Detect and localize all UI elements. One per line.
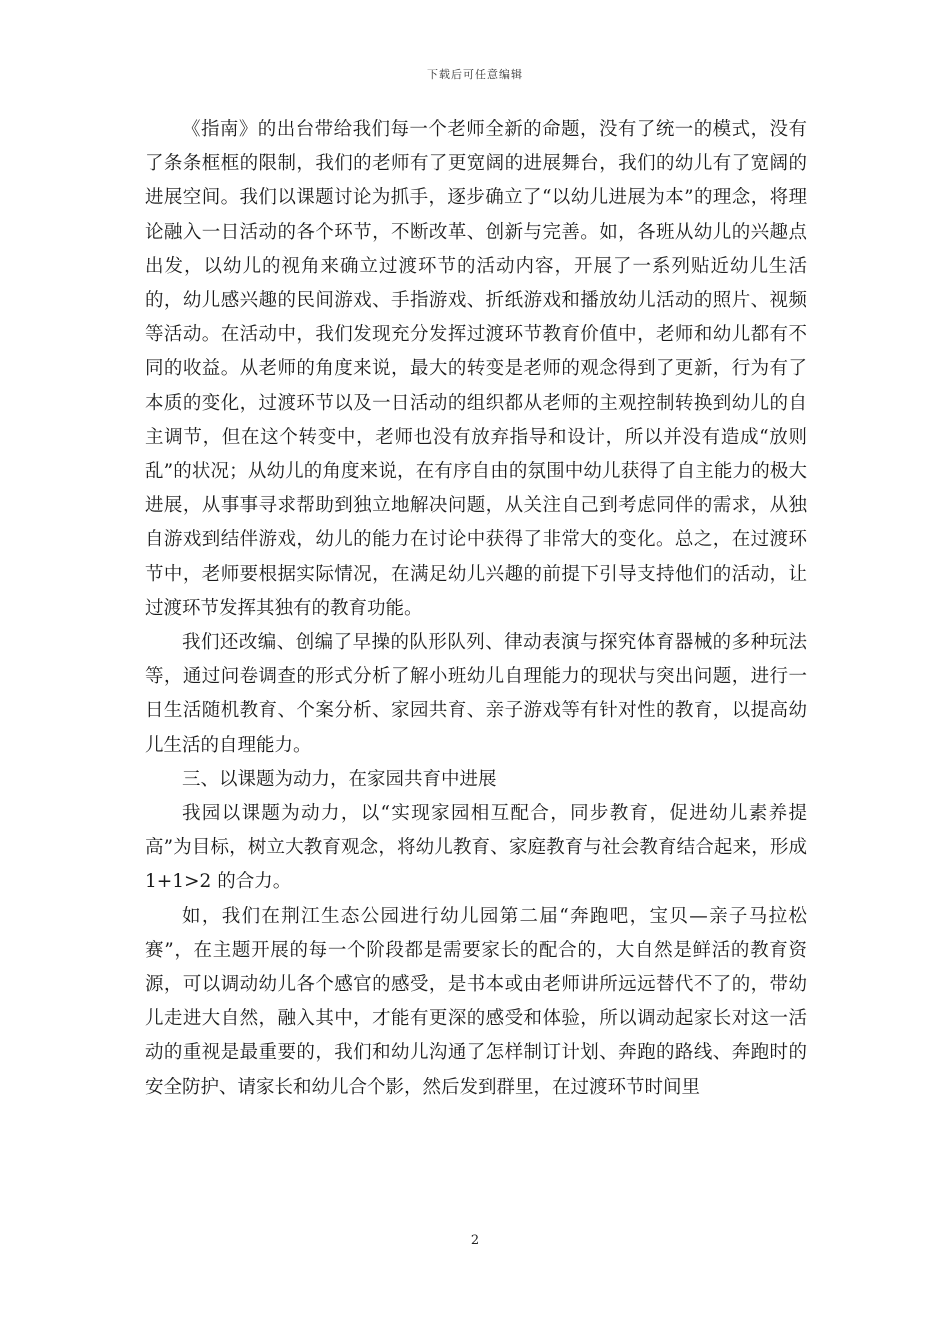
paragraph-guide-reform: 《指南》的出台带给我们每一个老师全新的命题，没有了统一的模式，没有了条条框框的限制，我们的老师有了更宽阔的进展舞台，我们的幼儿有了宽阔的进展空间。我们以课题讨论为抓手，逐步确立了“以幼儿进展为本”的理念，将理论融入一日活动的各个环节，不断改革、创新与完善。如，各班从幼儿的兴趣点出发，以幼儿的视角来确立过渡环节的活动内容，开展了一系列贴近幼儿生活的，幼儿感兴趣的民间游戏、手指游戏、折纸游戏和播放幼儿活动的照片、视频等活动。在活动中，我们发现充分发挥过渡环节教育价值中，老师和幼儿都有不同的收益。从老师的角度来说，最大的转变是老师的观念得到了更新，行为有了本质的变化，过渡环节以及一日活动的组织都从老师的主观控制转换到幼儿的自主调节，但在这个转变中，老师也没有放弃指导和设计，所以并没有造成“放则乱”的状况；从幼儿的角度来说，在有序自由的氛围中幼儿获得了自主能力的极大进展，从事事寻求帮助到独立地解决问题，从关注自己到考虑同伴的需求，从独自游戏到结伴游戏，幼儿的能力在讨论中获得了非常大的变化。总之，在过渡环节中，老师要根据实际情况，在满足幼儿兴趣的前提下引导支持他们的活动，让过渡环节发挥其独有的教育功能。 [145, 119, 807, 619]
paragraph-exercise-adaptation: 我们还改编、创编了早操的队形队列、律动表演与探究体育器械的多种玩法等，通过问卷调查的形式分析了解小班幼儿自理能力的现状与突出问题，进行一日生活随机教育、个案分析、家园共育、亲子游戏等有针对性的教育，以提高幼儿生活的自理能力。 [145, 632, 807, 756]
paragraph-marathon-example: 如，我们在荆江生态公园进行幼儿园第二届“奔跑吧，宝贝—亲子马拉松赛”，在主题开展的每一个阶段都是需要家长的配合的，大自然是鲜活的教育资源，可以调动幼儿各个感官的感受，是书本或由老师讲所远远替代不了的，带幼儿走进大自然，融入其中，才能有更深的感受和体验，所以调动起家长对这一活动的重视是最重要的，我们和幼儿沟通了怎样制订计划、奔跑的路线、奔跑时的安全防护、请家长和幼儿合个影，然后发到群里，在过渡环节时间里 [145, 905, 807, 1098]
header-note: 下载后可任意编辑 [427, 68, 523, 81]
body-text [145, 113, 807, 1105]
paragraph-family-education-goal: 我园以课题为动力，以“实现家园相互配合，同步教育，促进幼儿素养提高”为目标，树立大教育观念，将幼儿教育、家庭教育与社会教育结合起来，形成 1+1>2 的合力。 [145, 803, 807, 893]
page-number: 2 [470, 1233, 480, 1248]
section-heading-family-cooperation: 三、以课题为动力，在家园共育中进展 [182, 768, 497, 790]
